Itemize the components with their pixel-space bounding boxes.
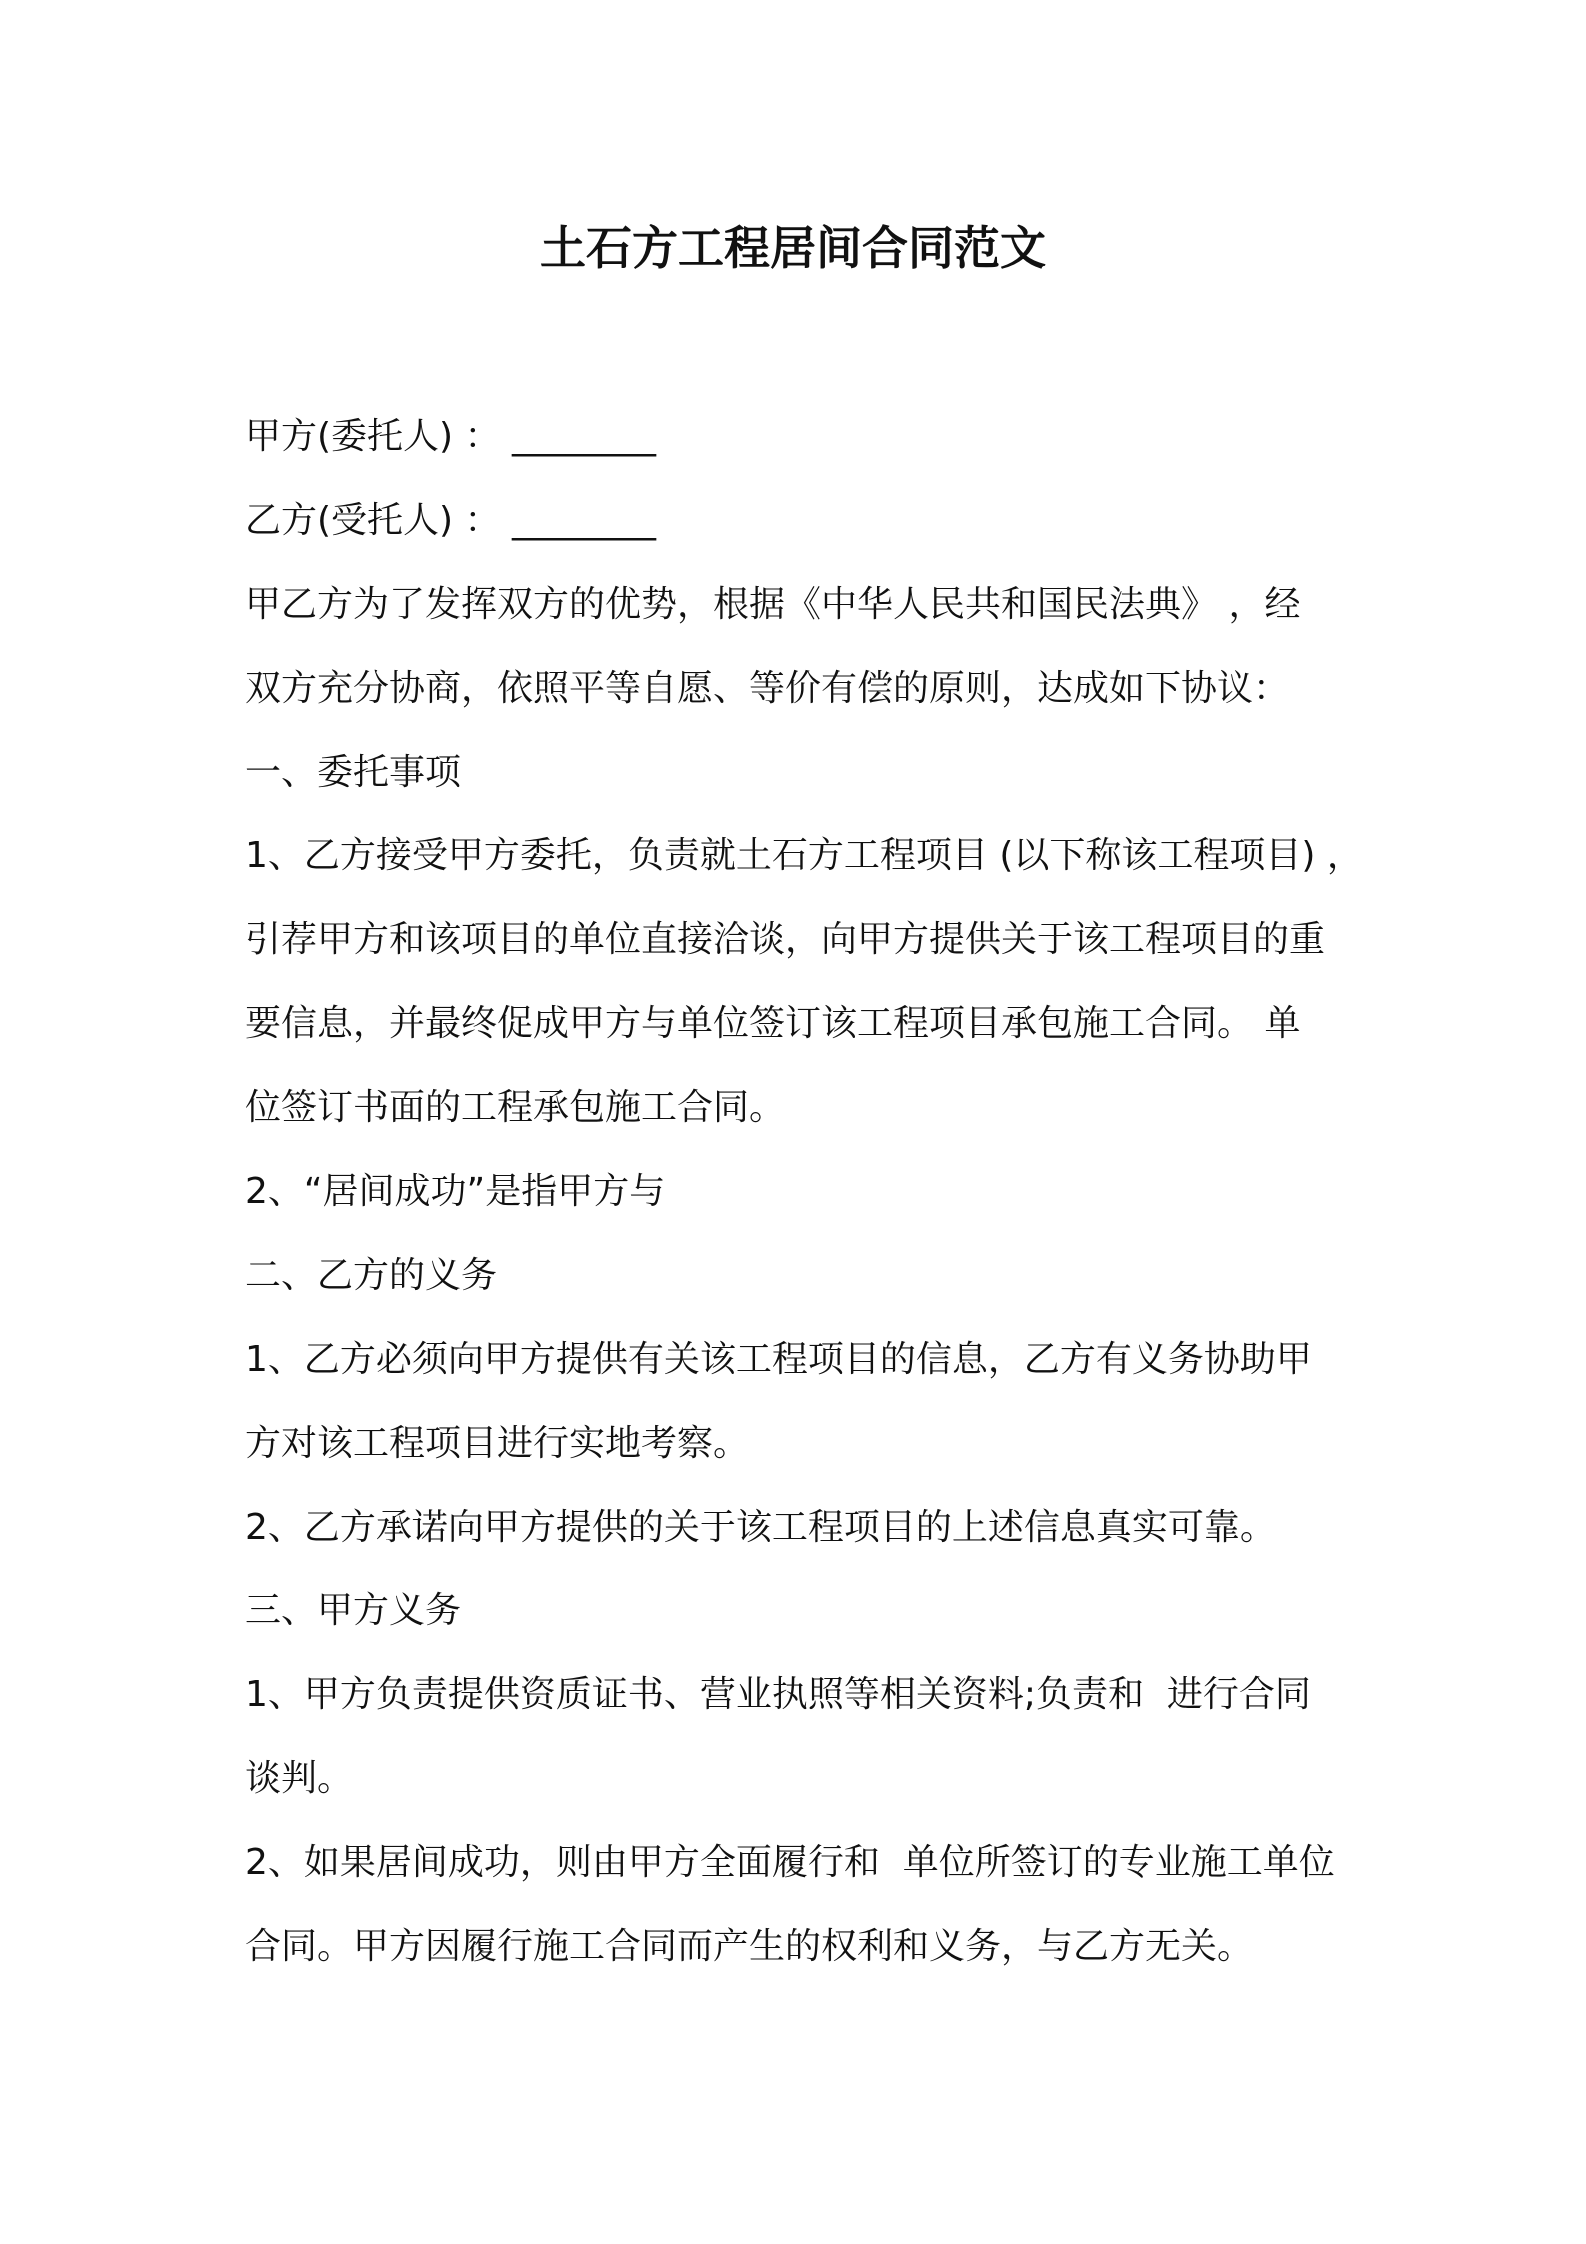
clause-line: 谈判。 <box>245 1758 354 1800</box>
clause-line: 位签订书面的工程承包施工合同。 <box>245 1087 786 1129</box>
party-line-b <box>245 479 1425 563</box>
preamble-line: 甲乙方为了发挥双方的优势，根据《中华人民共和国民法典》 ，经 <box>245 583 1301 625</box>
clause-line: 2、“居间成功”是指甲方与 <box>245 1171 666 1213</box>
section-heading: 三、甲方义务 <box>245 1590 462 1632</box>
party-label: 甲方(委托人) ： <box>245 416 501 457</box>
party-blank: ________ <box>512 499 656 541</box>
section-heading: 一、委托事项 <box>245 751 462 793</box>
clause-line: 引荐甲方和该项目的单位直接洽谈，向甲方提供关于该工程项目的重 <box>245 919 1326 961</box>
document-title: 土石方工程居间合同范文 <box>540 221 1046 275</box>
clause-line: 2、乙方承诺向甲方提供的关于该工程项目的上述信息真实可靠。 <box>245 1506 1276 1548</box>
document-body <box>245 395 1425 1989</box>
clause-line: 1、甲方负责提供资质证书、营业执照等相关资料;负责和 进行合同 <box>245 1674 1311 1716</box>
clause-line: 2、如果居间成功，则由甲方全面履行和 单位所签订的专业施工单位 <box>245 1842 1335 1884</box>
party-label: 乙方(受托人) ： <box>245 499 501 541</box>
clause-line: 合同。甲方因履行施工合同而产生的权利和义务，与乙方无关。 <box>245 1926 1254 1968</box>
clause-line: 1、乙方接受甲方委托，负责就土石方工程项目 (以下称该工程项目) ， <box>245 835 1363 877</box>
preamble-line: 双方充分协商，依照平等自愿、等价有偿的原则，达成如下协议： <box>245 667 1290 709</box>
section-heading: 二、乙方的义务 <box>245 1254 498 1296</box>
clause-line: 1、乙方必须向甲方提供有关该工程项目的信息，乙方有义务协助甲 <box>245 1338 1312 1380</box>
clause-line: 方对该工程项目进行实地考察。 <box>245 1422 750 1464</box>
clause-line: 要信息，并最终促成甲方与单位签订该工程项目承包施工合同。 单 <box>245 1003 1301 1045</box>
party-line-a <box>245 395 1425 479</box>
party-blank: ________ <box>512 416 656 457</box>
